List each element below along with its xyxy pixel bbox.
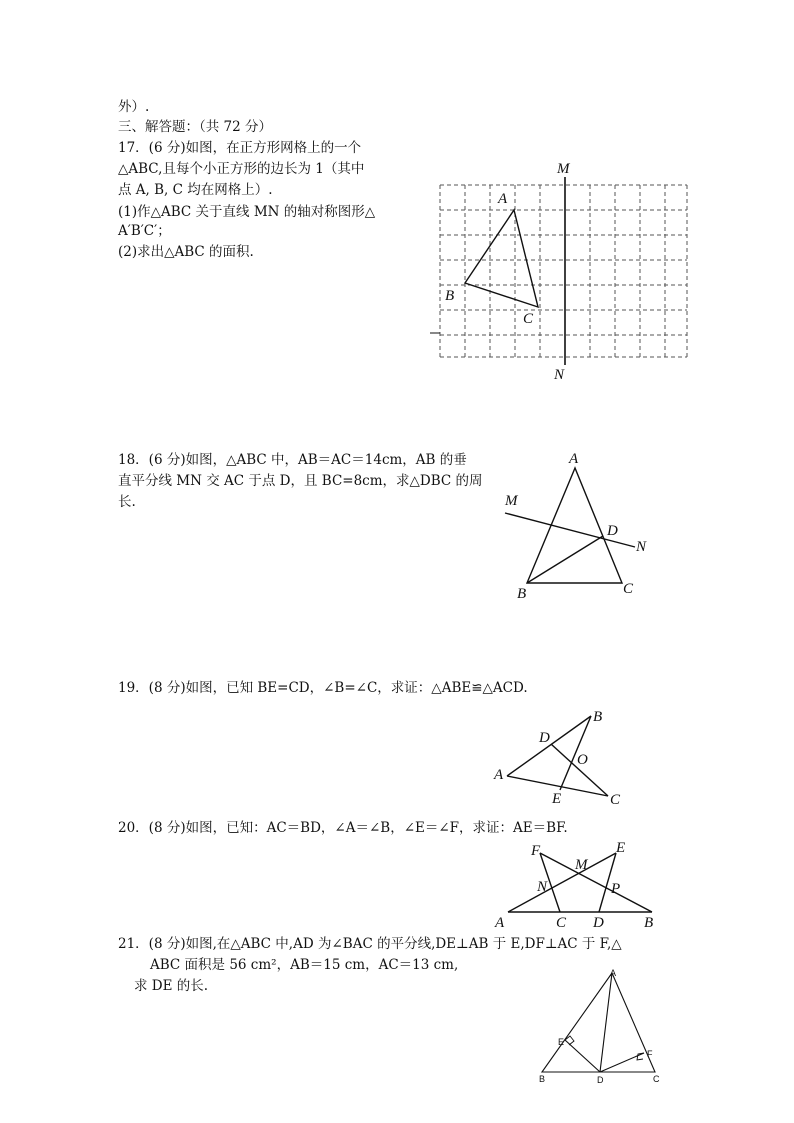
- q21-line-1: 21．(8 分)如图,在△ABC 中,AD 为∠BAC 的平分线,DE⊥AB 于 E,DF⊥AC 于 F,△: [118, 936, 622, 952]
- q20-label-m: M: [575, 857, 588, 873]
- q21-line-2: ABC 面积是 56 cm²，AB＝15 cm，AC＝13 cm,: [150, 957, 459, 973]
- q19-label-d: D: [539, 730, 550, 746]
- q17-line-2: △ABC,且每个小正方形的边长为 1（其中: [118, 161, 365, 177]
- q19-figure: [490, 705, 630, 810]
- q21-label-f: F: [647, 1049, 653, 1059]
- q20-label-n: N: [537, 879, 548, 895]
- q17-label-n: N: [554, 367, 565, 383]
- q21-label-e: E: [558, 1037, 565, 1047]
- q21-segment-de: [565, 1040, 600, 1072]
- q18-label-b: B: [517, 586, 527, 602]
- q20-label-a: A: [495, 915, 505, 931]
- q19-label-c: C: [610, 792, 621, 808]
- q19-label-a: A: [494, 767, 504, 783]
- q17-label-m: M: [557, 161, 570, 177]
- q18-label-d: D: [607, 523, 618, 539]
- q21-label-c: C: [653, 1074, 660, 1084]
- q20-segment-ae: [508, 853, 616, 912]
- q18-label-n: N: [636, 539, 647, 555]
- q20-label-b: B: [644, 915, 654, 931]
- q20-label-p: P: [611, 881, 621, 897]
- q17-label-b: B: [445, 288, 455, 304]
- q17-line-4: (1)作△ABC 关于直线 MN 的轴对称图形△: [118, 204, 376, 220]
- section-title: 三、解答题：（共 72 分）: [118, 119, 273, 135]
- q21-figure: [530, 965, 670, 1090]
- continuation-text: 外）.: [118, 99, 150, 115]
- q17-line-3: 点 A, B, C 均在网格上）.: [118, 182, 273, 198]
- q17-label-a: A: [498, 191, 508, 207]
- q19-label-o: O: [577, 752, 588, 768]
- q21-triangle-abc: [542, 973, 655, 1072]
- q21-label-a: A: [610, 968, 617, 978]
- q18-label-a: A: [569, 451, 579, 467]
- q20-label-f: F: [531, 843, 541, 859]
- q20-label-d: D: [593, 915, 604, 931]
- q19-label-e: E: [552, 791, 562, 807]
- q17-grid: [440, 185, 687, 357]
- q17-line-6: (2)求出△ABC 的面积.: [118, 244, 254, 260]
- q19-line-1: 19．(8 分)如图，已知 BE=CD，∠B=∠C，求证：△ABE≌△ACD.: [118, 680, 528, 696]
- q18-label-m: M: [505, 493, 518, 509]
- q21-label-b: B: [539, 1074, 546, 1084]
- q21-label-d: D: [597, 1075, 604, 1085]
- q18-figure: [495, 445, 665, 610]
- q17-label-c: C: [523, 311, 534, 327]
- q20-label-e: E: [616, 840, 626, 856]
- q18-line-3: 长.: [118, 494, 136, 510]
- q20-line-1: 20．(8 分)如图，已知：AC＝BD，∠A＝∠B，∠E＝∠F，求证：AE＝BF.: [118, 820, 568, 836]
- q21-line-3: 求 DE 的长.: [134, 978, 209, 994]
- q17-triangle-abc: [465, 210, 538, 307]
- q17-line-1: 17．(6 分)如图，在正方形网格上的一个: [118, 140, 362, 156]
- q18-segment-bd: [527, 536, 603, 583]
- q20-figure: [490, 838, 670, 933]
- q19-label-b: B: [593, 709, 603, 725]
- q18-label-c: C: [623, 581, 634, 597]
- q20-label-c: C: [556, 915, 567, 931]
- q17-grid-figure: [425, 155, 705, 385]
- q17-line-5: A′B′C′；: [118, 223, 171, 239]
- q18-line-2: 直平分线 MN 交 AC 于点 D，且 BC=8cm，求△DBC 的周: [118, 473, 483, 489]
- q18-line-1: 18．(6 分)如图，△ABC 中，AB＝AC＝14cm，AB 的垂: [118, 452, 467, 468]
